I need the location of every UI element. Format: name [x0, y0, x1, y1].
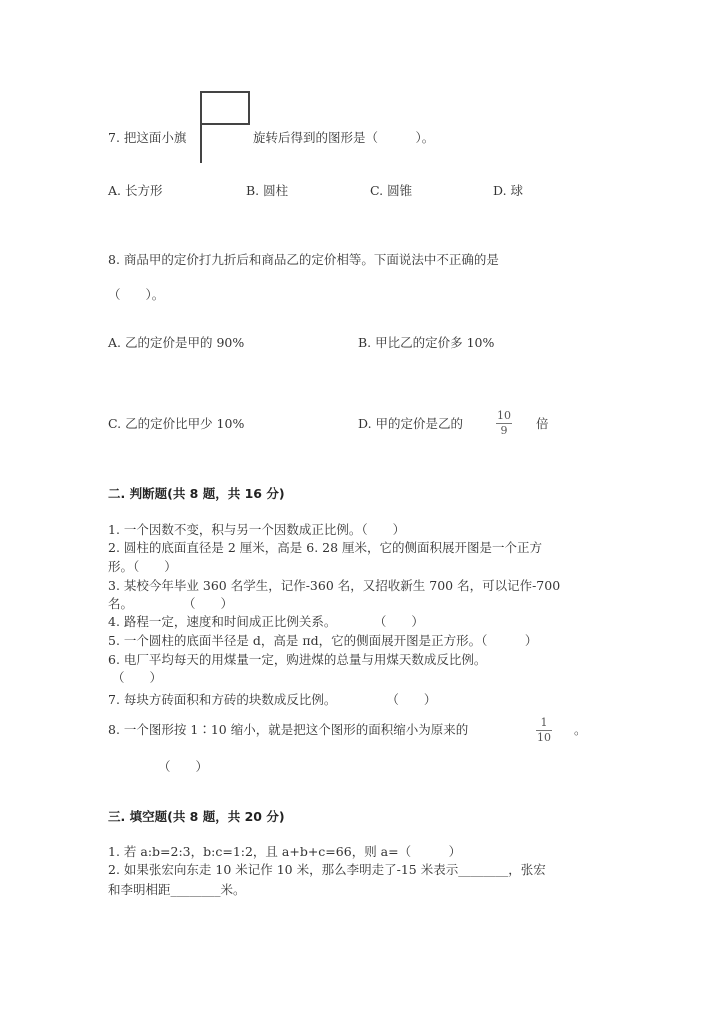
q7-option-a[interactable]: A. 长方形: [108, 183, 163, 198]
fill-line: 和李明相距________米。: [108, 882, 246, 897]
judge-line: 2. 圆柱的底面直径是 2 厘米，高是 6. 28 厘米，它的侧面积展开图是一个正方: [108, 540, 543, 555]
judge-line: 1. 一个因数不变，积与另一个因数成正比例。（ ）: [108, 522, 406, 537]
q8-text: 8. 商品甲的定价打九折后和商品乙的定价相等。下面说法中不正确的是: [108, 252, 499, 267]
q7-option-b[interactable]: B. 圆柱: [246, 183, 289, 198]
q8-option-b[interactable]: B. 甲比乙的定价多 10%: [358, 335, 495, 350]
fraction-numerator: 1: [540, 716, 548, 729]
judge-q8-paren: （ ）: [158, 759, 209, 774]
judge-line: （ ）: [112, 670, 163, 685]
fill-line: 1. 若 a:b=2:3，b:c=1:2，且 a+b+c=66，则 a=（ ）: [108, 844, 462, 859]
q8-option-c[interactable]: C. 乙的定价比甲少 10%: [108, 416, 245, 431]
judge-line: 3. 某校今年毕业 360 名学生，记作-360 名，又招收新生 700 名，可以记作-700: [108, 578, 561, 593]
fraction-10-9: [496, 410, 512, 437]
q7-option-d[interactable]: D. 球: [493, 183, 524, 198]
fraction-denominator: 10: [537, 731, 551, 744]
judge-line: 5. 一个圆柱的底面半径是 d，高是 πd，它的侧面展开图是正方形。（ ）: [108, 633, 538, 648]
judge-line: 6. 电厂平均每天的用煤量一定，购进煤的总量与用煤天数成反比例。: [108, 652, 487, 667]
q8-paren: （ ）。: [108, 287, 165, 302]
judge-line: 名。 （ ）: [108, 596, 234, 611]
flag-icon: [201, 91, 250, 125]
judge-q8-period: 。: [574, 722, 587, 737]
fraction-1-10: [536, 717, 552, 744]
q7-text: 7. 把这面小旗: [108, 130, 187, 145]
fraction-numerator: 10: [497, 409, 511, 422]
section2-heading: 二. 判断题(共 8 题，共 16 分): [108, 486, 285, 501]
fraction-denominator: 9: [500, 424, 508, 437]
section3-heading: 三. 填空题(共 8 题，共 20 分): [108, 809, 285, 824]
judge-line: 形。（ ）: [108, 559, 177, 574]
judge-line: 7. 每块方砖面积和方砖的块数成反比例。 （ ）: [108, 692, 437, 707]
judge-line: 8. 一个图形按 1∶10 缩小，就是把这个图形的面积缩小为原来的: [108, 722, 469, 737]
judge-line: 4. 路程一定，速度和时间成正比例关系。 （ ）: [108, 614, 424, 629]
q7-option-c[interactable]: C. 圆锥: [370, 183, 413, 198]
q8-option-a[interactable]: A. 乙的定价是甲的 90%: [108, 335, 245, 350]
q8-suffix: 倍: [536, 416, 549, 431]
q8-option-d[interactable]: D. 甲的定价是乙的: [358, 416, 464, 431]
q7-text-after: 旋转后得到的图形是（ ）。: [253, 130, 435, 145]
fill-line: 2. 如果张宏向东走 10 米记作 10 米，那么李明走了-15 米表示________，张宏: [108, 862, 546, 877]
